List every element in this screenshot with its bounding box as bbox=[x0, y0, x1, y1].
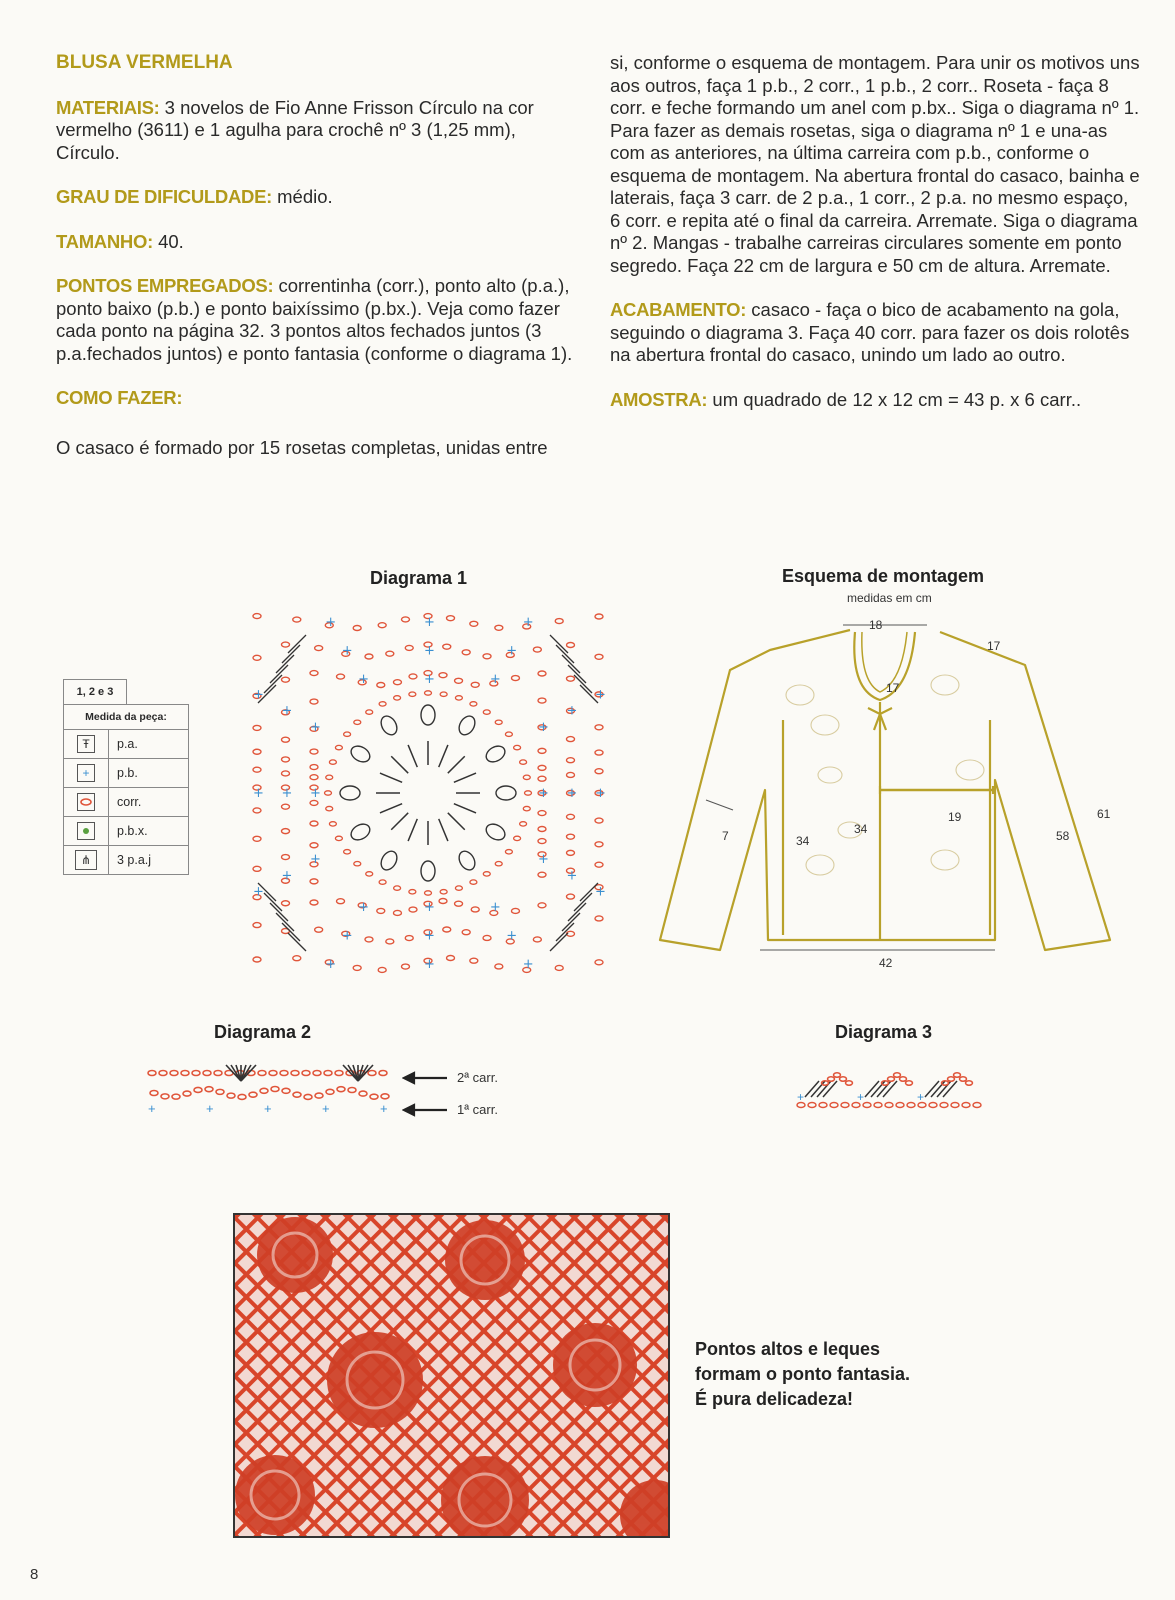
legend-row bbox=[63, 846, 189, 875]
right-column bbox=[610, 52, 1140, 433]
svg-text:+: + bbox=[538, 786, 549, 801]
svg-text:+: + bbox=[566, 703, 578, 719]
stitches-text: correntinha (corr.), ponto alto (p.a.), ponto baixo (p.b.) e ponto baixíssimo (p.bx.). Veja como fazer cada ponto na página 32. 3 pontos altos fechados juntos (3 p.a.fechados juntos) e ponto fantasia (conforme o diagrama 1). bbox=[56, 275, 573, 364]
legend-label: corr. bbox=[117, 795, 142, 809]
svg-text:+: + bbox=[253, 687, 264, 703]
difficulty-text: médio. bbox=[272, 186, 333, 207]
svg-text:+: + bbox=[380, 1101, 388, 1116]
how-to-continued: si, conforme o esquema de montagem. Para unir os motivos uns aos outros, faça 1 p.b., 2 corr., 1 p.b., 2 corr.. Roseta - faça 8 corr. e feche formando um anel com p.bx.. Siga o diagrama nº 1. Para fazer as demais rosetas, siga o diagrama nº 1 e una-as com as anteriores, na última carreira com p.b., conforme o esquema de montagem. Na abertura frontal do casaco, bainha e laterais, faça 3 carr. de 2 p.a., 1 corr., 2 p.a. no mesmo espaço, 6 corr. e repita até o final da carreira. Arremate. Siga o diagrama nº 2. Mangas - trabalhe carreiras circulares somente em ponto segredo. Faça 22 cm de largura e 50 cm de altura. Arremate. bbox=[610, 52, 1140, 276]
svg-text:+: + bbox=[253, 786, 264, 801]
measure-body-mid: 34 bbox=[854, 822, 868, 836]
cluster-icon: ⋔ bbox=[75, 850, 97, 870]
stitches-label: PONTOS EMPREGADOS: bbox=[56, 275, 274, 296]
measure-shoulder: 17 bbox=[987, 639, 1001, 653]
diagram3-title: Diagrama 3 bbox=[835, 1022, 933, 1042]
size-paragraph bbox=[56, 231, 576, 254]
size-label: TAMANHO: bbox=[56, 230, 153, 252]
svg-text:+: + bbox=[424, 615, 435, 630]
materials-text: 3 novelos de Fio Anne Frisson Círculo na cor vermelho (3611) e 1 agulha para crochê nº 3 (1,25 mm), Círculo. bbox=[56, 96, 534, 163]
svg-text:+: + bbox=[424, 672, 435, 687]
materials-paragraph bbox=[56, 97, 576, 165]
schematic-title: Esquema de montagem bbox=[782, 566, 985, 586]
sample-paragraph bbox=[610, 389, 1140, 412]
legend-label: p.b.x. bbox=[117, 824, 148, 838]
legend-header: 1, 2 e 3 bbox=[63, 679, 127, 704]
how-to-paragraph bbox=[56, 387, 576, 410]
legend-row bbox=[63, 817, 189, 846]
svg-text:+: + bbox=[506, 928, 518, 944]
svg-text:+: + bbox=[341, 928, 353, 944]
measure-neck: 18 bbox=[869, 618, 883, 632]
svg-text:+: + bbox=[325, 957, 337, 972]
row-1-label: 1ª carr. bbox=[457, 1102, 498, 1117]
diagram2-edging bbox=[146, 1063, 406, 1123]
finishing-text: casaco - faça o bico de acabamento na gola, seguindo o diagrama 3. Faça 40 corr. para fazer os dois rolotês na abertura frontal do casaco, unindo um lado ao outro. bbox=[610, 299, 1130, 365]
materials-label: MATERIAIS: bbox=[56, 96, 160, 118]
diagram2-title: Diagrama 2 bbox=[214, 1022, 312, 1042]
finishing-paragraph bbox=[610, 299, 1140, 367]
svg-text:+: + bbox=[595, 687, 606, 703]
schematic-subtitle: medidas em cm bbox=[847, 591, 932, 605]
svg-text:+: + bbox=[595, 884, 606, 900]
svg-text:+: + bbox=[522, 957, 534, 972]
caption-line: É pura delicadeza! bbox=[695, 1389, 854, 1409]
chain-icon bbox=[77, 793, 95, 811]
legend-label: p.a. bbox=[117, 737, 138, 751]
page-title: BLUSA VERMELHA bbox=[56, 52, 233, 73]
svg-text:+: + bbox=[489, 900, 501, 915]
svg-text:+: + bbox=[264, 1101, 272, 1116]
row-2-label: 2ª carr. bbox=[457, 1070, 498, 1085]
difficulty-paragraph bbox=[56, 186, 576, 209]
difficulty-label: GRAU DE DIFICULDADE: bbox=[56, 186, 272, 207]
photo-caption bbox=[695, 1337, 910, 1412]
diagram1-motif bbox=[233, 598, 623, 988]
jacket-schematic bbox=[650, 610, 1150, 980]
svg-text:+: + bbox=[566, 786, 578, 801]
diagram3-picot-edging bbox=[795, 1065, 995, 1115]
stitches-paragraph bbox=[56, 275, 576, 365]
svg-text:+: + bbox=[489, 672, 501, 687]
sample-label: AMOSTRA: bbox=[610, 388, 708, 410]
caption-line: formam o ponto fantasia. bbox=[695, 1364, 911, 1384]
svg-text:+: + bbox=[310, 720, 321, 736]
svg-text:+: + bbox=[281, 703, 293, 719]
svg-text:+: + bbox=[358, 900, 370, 915]
legend-label: p.b. bbox=[117, 766, 138, 780]
row-arrow-icon bbox=[402, 1070, 452, 1120]
measure-cuff: 7 bbox=[722, 829, 729, 843]
svg-text:+: + bbox=[253, 884, 264, 900]
svg-text:+: + bbox=[522, 615, 534, 630]
finishing-label: ACABAMENTO: bbox=[610, 299, 747, 320]
legend-row bbox=[63, 788, 189, 817]
measure-side: 58 bbox=[1056, 829, 1070, 843]
measure-sleeve: 61 bbox=[1097, 807, 1111, 821]
svg-text:+: + bbox=[310, 786, 321, 801]
how-to-label: COMO FAZER: bbox=[56, 387, 183, 408]
svg-text:+: + bbox=[566, 868, 578, 884]
svg-text:+: + bbox=[424, 643, 435, 659]
svg-text:+: + bbox=[281, 868, 293, 884]
crochet-sample-photo bbox=[233, 1213, 670, 1538]
svg-text:+: + bbox=[341, 643, 353, 659]
measure-front-depth: 17 bbox=[886, 681, 900, 695]
svg-text:+: + bbox=[310, 851, 321, 867]
symbol-legend bbox=[63, 679, 189, 875]
page-number: 8 bbox=[30, 1566, 39, 1583]
svg-text:+: + bbox=[595, 786, 606, 801]
svg-text:+: + bbox=[322, 1101, 330, 1116]
caption-line: Pontos altos e leques bbox=[695, 1339, 881, 1359]
svg-text:+: + bbox=[424, 900, 435, 915]
svg-text:+: + bbox=[538, 720, 549, 736]
svg-text:+: + bbox=[857, 1090, 865, 1104]
single-crochet-icon: + bbox=[77, 764, 95, 782]
svg-text:+: + bbox=[358, 672, 370, 687]
legend-row bbox=[63, 759, 189, 788]
svg-text:+: + bbox=[325, 615, 337, 630]
svg-text:+: + bbox=[424, 957, 435, 972]
legend-row bbox=[63, 730, 189, 759]
svg-text:+: + bbox=[917, 1090, 925, 1104]
how-to-text-start: O casaco é formado por 15 rosetas completas, unidas entre bbox=[56, 437, 548, 458]
legend-label: 3 p.a.j bbox=[117, 853, 152, 867]
diagram1-title: Diagrama 1 bbox=[370, 568, 468, 588]
measure-center: 19 bbox=[948, 810, 962, 824]
svg-text:+: + bbox=[506, 643, 518, 659]
size-text: 40. bbox=[152, 230, 184, 252]
sample-text: um quadrado de 12 x 12 cm = 43 p. x 6 carr.. bbox=[707, 388, 1082, 410]
double-crochet-icon: Ŧ bbox=[77, 735, 95, 753]
svg-text:+: + bbox=[424, 928, 435, 944]
measure-body-left: 34 bbox=[796, 834, 810, 848]
legend-subheader: Medida da peça: bbox=[63, 704, 189, 730]
left-column bbox=[56, 52, 576, 410]
svg-text:+: + bbox=[538, 851, 549, 867]
svg-text:+: + bbox=[281, 786, 293, 801]
svg-text:+: + bbox=[148, 1101, 156, 1116]
slip-stitch-icon bbox=[77, 822, 95, 840]
measure-hem: 42 bbox=[879, 956, 893, 970]
svg-text:+: + bbox=[206, 1101, 214, 1116]
svg-text:+: + bbox=[797, 1090, 805, 1104]
